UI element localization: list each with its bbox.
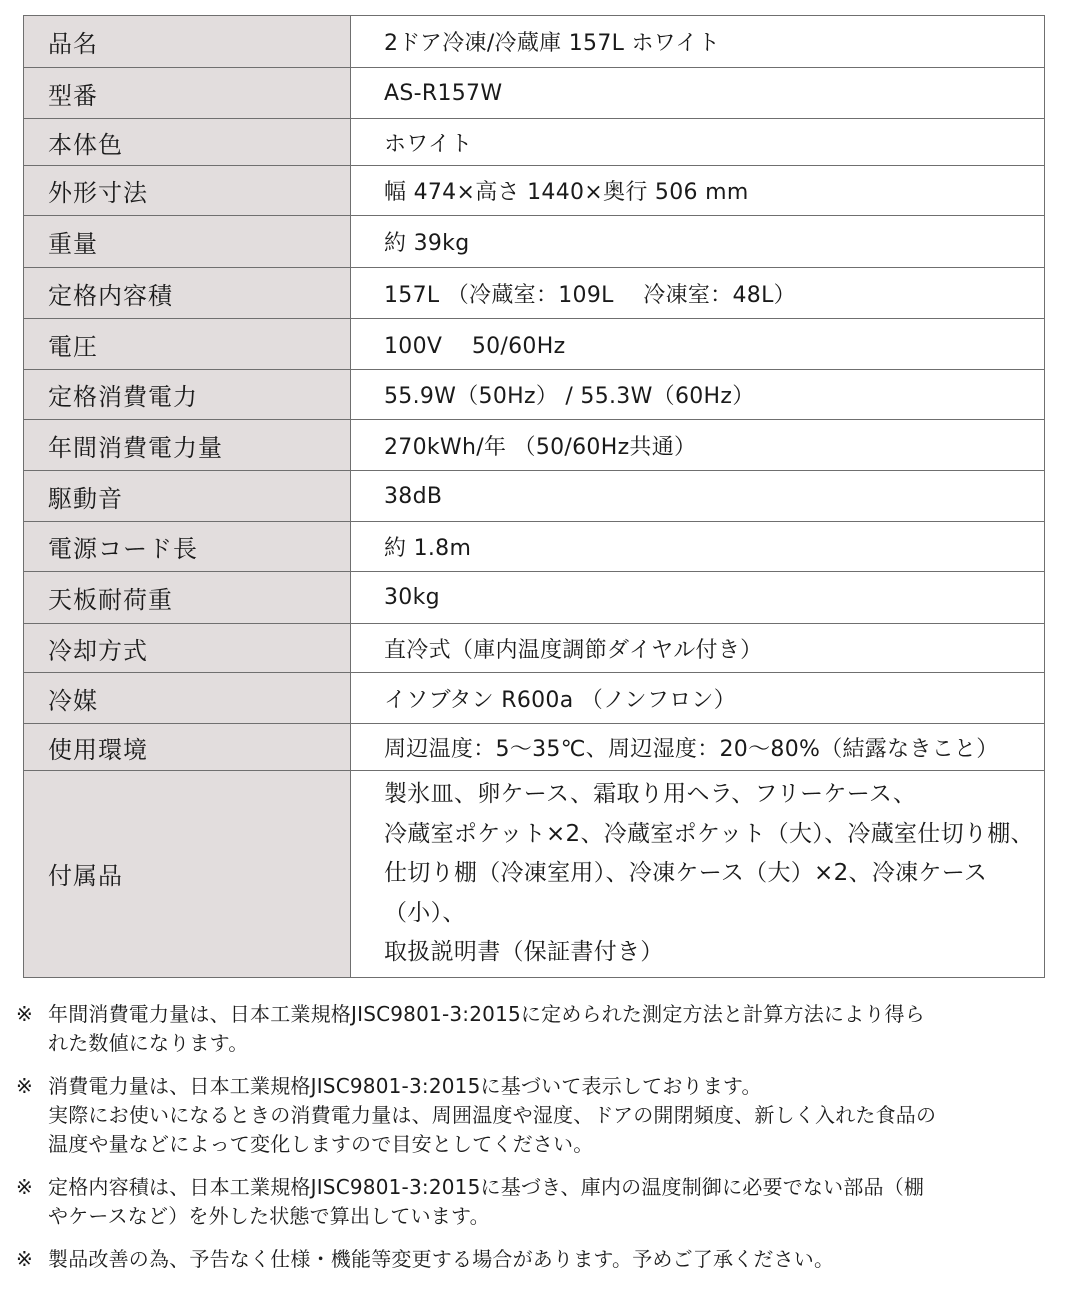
spec-value: 2ドア冷凍/冷蔵庫 157L ホワイト bbox=[351, 16, 1045, 68]
note bbox=[16, 1072, 1056, 1159]
accessories-line: 製氷皿、卵ケース、霜取り用ヘラ、フリーケース、 bbox=[384, 781, 917, 807]
spec-row bbox=[24, 420, 1045, 471]
note-line: 定格内容積は、日本工業規格JISC9801-3:2015に基づき、庫内の温度制御に必要でない部品（棚 bbox=[48, 1175, 925, 1199]
note-line: 実際にお使いになるときの消費電力量は、周囲温度や湿度、ドアの開閉頻度、新しく入れた食品の bbox=[48, 1103, 937, 1127]
spec-row bbox=[24, 16, 1045, 68]
spec-value: 幅 474×高さ 1440×奥行 506 mm bbox=[351, 166, 1045, 216]
note-mark: ※ bbox=[16, 1175, 33, 1199]
note-body bbox=[48, 1245, 834, 1274]
spec-row bbox=[24, 673, 1045, 724]
spec-row bbox=[24, 68, 1045, 119]
note-line: 年間消費電力量は、日本工業規格JISC9801-3:2015に定められた測定方法と計算方法により得ら bbox=[48, 1002, 925, 1026]
spec-label: 天板耐荷重 bbox=[24, 572, 351, 624]
spec-label: 本体色 bbox=[24, 119, 351, 166]
note-mark: ※ bbox=[16, 1074, 33, 1098]
accessories-line: 取扱説明書（保証書付き） bbox=[384, 939, 664, 965]
spec-label: 駆動音 bbox=[24, 471, 351, 522]
notes-section bbox=[16, 1000, 1056, 1288]
note-mark: ※ bbox=[16, 1247, 33, 1271]
spec-label: 年間消費電力量 bbox=[24, 420, 351, 471]
note-line: 温度や量などによって変化しますので目安としてください。 bbox=[48, 1132, 594, 1156]
spec-label: 品名 bbox=[24, 16, 351, 68]
spec-value: 30kg bbox=[351, 572, 1045, 624]
spec-value: 38dB bbox=[351, 471, 1045, 522]
spec-value: 周辺温度：5～35℃、周辺湿度：20～80%（結露なきこと） bbox=[351, 724, 1045, 771]
accessories-value bbox=[351, 771, 1045, 978]
spec-value: 約 39kg bbox=[351, 216, 1045, 268]
spec-row bbox=[24, 319, 1045, 370]
spec-row bbox=[24, 572, 1045, 624]
spec-row bbox=[24, 216, 1045, 268]
spec-value: 100V 50/60Hz bbox=[351, 319, 1045, 370]
spec-label: 冷却方式 bbox=[24, 624, 351, 673]
note bbox=[16, 1000, 1056, 1058]
spec-value: イソブタン R600a （ノンフロン） bbox=[351, 673, 1045, 724]
spec-label: 冷媒 bbox=[24, 673, 351, 724]
spec-value: 約 1.8m bbox=[351, 522, 1045, 572]
note-line: れた数値になります。 bbox=[48, 1031, 249, 1055]
spec-value: ホワイト bbox=[351, 119, 1045, 166]
spec-label: 電源コード長 bbox=[24, 522, 351, 572]
spec-row bbox=[24, 268, 1045, 319]
spec-value: 直冷式（庫内温度調節ダイヤル付き） bbox=[351, 624, 1045, 673]
spec-label: 重量 bbox=[24, 216, 351, 268]
spec-row bbox=[24, 370, 1045, 420]
note bbox=[16, 1173, 1056, 1231]
spec-label: 電圧 bbox=[24, 319, 351, 370]
spec-label: 外形寸法 bbox=[24, 166, 351, 216]
spec-label: 付属品 bbox=[24, 771, 351, 978]
spec-label: 定格消費電力 bbox=[24, 370, 351, 420]
spec-row bbox=[24, 724, 1045, 771]
spec-table bbox=[23, 15, 1045, 978]
spec-label: 使用環境 bbox=[24, 724, 351, 771]
note-line: やケースなど）を外した状態で算出しています。 bbox=[48, 1204, 490, 1228]
spec-value: 55.9W（50Hz） / 55.3W（60Hz） bbox=[351, 370, 1045, 420]
note bbox=[16, 1245, 1056, 1274]
accessories-line: 仕切り棚（冷凍室用）、冷凍ケース（大）×2、冷凍ケース（小）、 bbox=[384, 860, 988, 926]
spec-row bbox=[24, 471, 1045, 522]
spec-row bbox=[24, 624, 1045, 673]
note-line: 製品改善の為、予告なく仕様・機能等変更する場合があります。予めご了承ください。 bbox=[48, 1247, 835, 1271]
note-line: 消費電力量は、日本工業規格JISC9801-3:2015に基づいて表示しております。 bbox=[48, 1074, 762, 1098]
spec-value: 157L （冷蔵室：109L 冷凍室：48L） bbox=[351, 268, 1045, 319]
spec-label: 型番 bbox=[24, 68, 351, 119]
accessories-line: 冷蔵室ポケット×2、冷蔵室ポケット（大）、冷蔵室仕切り棚、 bbox=[384, 820, 1034, 847]
spec-value: 270kWh/年 （50/60Hz共通） bbox=[351, 420, 1045, 471]
note-body bbox=[48, 1072, 936, 1159]
spec-row-accessories bbox=[24, 771, 1045, 978]
spec-row bbox=[24, 522, 1045, 572]
note-body bbox=[48, 1000, 925, 1058]
spec-label: 定格内容積 bbox=[24, 268, 351, 319]
note-body bbox=[48, 1173, 924, 1231]
note-mark: ※ bbox=[16, 1002, 33, 1026]
spec-row bbox=[24, 166, 1045, 216]
spec-value: AS-R157W bbox=[351, 68, 1045, 119]
spec-row bbox=[24, 119, 1045, 166]
